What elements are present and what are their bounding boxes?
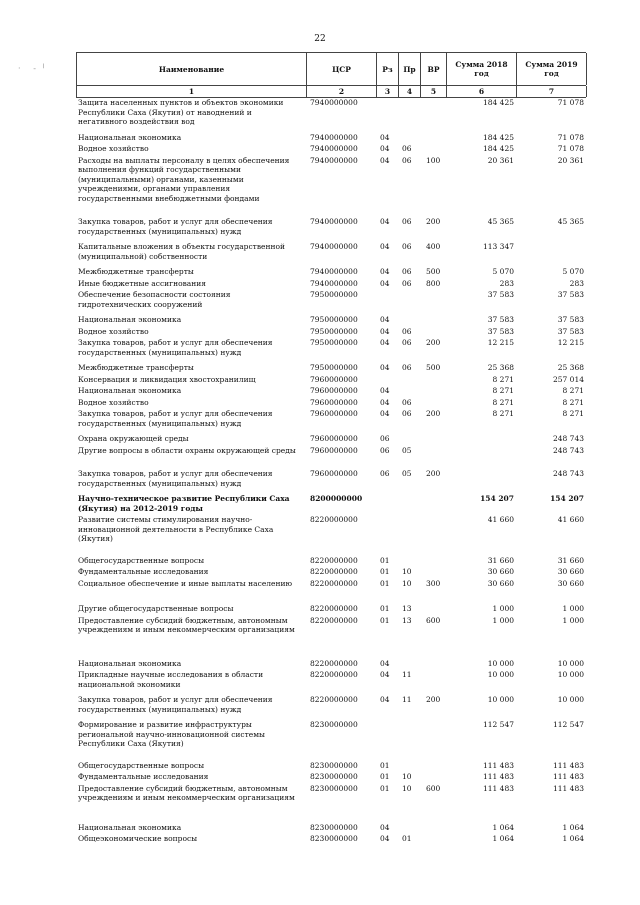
- row-pr: 06: [402, 409, 412, 418]
- table-row: [76, 156, 586, 206]
- row-vr: 300: [426, 578, 441, 588]
- row-sum-2019: 71 078: [557, 144, 584, 153]
- row-csr: 7940000000: [310, 267, 358, 276]
- row-pr: 06: [402, 278, 412, 288]
- row-rz: 04: [380, 338, 390, 347]
- row-sum-2019: 1 000: [562, 615, 584, 625]
- row-vr: 200: [426, 695, 441, 704]
- row-vr: 400: [426, 242, 441, 251]
- row-sum-2018: 111 483: [482, 783, 514, 793]
- row-rz: 01: [380, 783, 390, 793]
- row-csr: 8200000000: [310, 494, 363, 503]
- table-row: [76, 784, 586, 805]
- table-row: [76, 604, 586, 616]
- row-sum-2018: 1 064: [492, 822, 514, 832]
- table-row: [76, 242, 586, 263]
- row-csr: 8220000000: [310, 567, 358, 576]
- row-sum-2018: 1 064: [492, 834, 514, 843]
- row-rz: 04: [380, 315, 390, 324]
- row-csr: 7940000000: [310, 217, 358, 226]
- row-vr: 800: [426, 278, 441, 288]
- row-rz: 01: [380, 772, 390, 781]
- row-name: Формирование и развитие инфраструктуры региональной научно-инновационной системы Республики Саха (Якутия): [78, 720, 266, 748]
- table-row: [76, 469, 586, 490]
- row-rz: 04: [380, 386, 390, 395]
- row-name: Национальная экономика: [78, 658, 182, 668]
- row-sum-2018: 112 547: [482, 720, 514, 729]
- row-sum-2019: 8 271: [562, 386, 584, 395]
- row-csr: 7960000000: [310, 409, 358, 418]
- row-name: Охрана окружающей среды: [78, 434, 189, 443]
- row-sum-2019: 1 000: [562, 604, 584, 613]
- row-name: Водное хозяйство: [78, 326, 149, 336]
- row-sum-2019: 154 207: [550, 494, 584, 503]
- row-rz: 01: [380, 578, 390, 588]
- column-number: 4: [399, 86, 421, 97]
- row-rz: 01: [380, 555, 390, 565]
- row-name: Другие общегосударственные вопросы: [78, 604, 234, 613]
- column-number: 7: [517, 86, 587, 97]
- row-sum-2019: 1 064: [562, 822, 584, 832]
- row-csr: 7940000000: [310, 242, 358, 251]
- row-pr: 06: [402, 338, 412, 347]
- row-csr: 8220000000: [310, 615, 358, 625]
- row-sum-2019: 10 000: [557, 670, 584, 679]
- row-name: Развитие системы стимулирования научно-инновационной деятельности в Республике Саха (Якутия): [78, 515, 274, 543]
- row-csr: 7940000000: [310, 132, 358, 142]
- row-sum-2019: 111 483: [552, 783, 584, 793]
- row-name: Общегосударственные вопросы: [78, 760, 205, 770]
- row-rz: 04: [380, 278, 390, 288]
- row-sum-2019: 111 483: [552, 772, 584, 781]
- row-csr: 7960000000: [310, 397, 358, 407]
- row-sum-2018: 37 583: [487, 315, 514, 324]
- row-name: Национальная экономика: [78, 132, 182, 142]
- row-rz: 04: [380, 132, 390, 142]
- row-sum-2018: 111 483: [482, 772, 514, 781]
- row-sum-2019: 30 660: [557, 578, 584, 588]
- row-name: Фундаментальные исследования: [78, 772, 209, 781]
- row-csr: 7960000000: [310, 434, 358, 443]
- table-row: [76, 409, 586, 430]
- table-row: [76, 659, 586, 671]
- header-vr: ВР: [421, 53, 447, 85]
- row-vr: 200: [426, 469, 441, 478]
- row-name: Межбюджетные трансферты: [78, 267, 194, 276]
- row-csr: 7950000000: [310, 290, 358, 299]
- row-rz: 04: [380, 217, 390, 226]
- table-row: [76, 133, 586, 145]
- row-name: Общеэкономические вопросы: [78, 834, 198, 843]
- row-csr: 8220000000: [310, 578, 358, 588]
- row-pr: 13: [402, 615, 412, 625]
- table-row: [76, 761, 586, 773]
- row-sum-2018: 10 000: [487, 658, 514, 668]
- row-sum-2018: 10 000: [487, 695, 514, 704]
- row-rz: 04: [380, 363, 390, 372]
- row-sum-2019: 248 743: [552, 445, 584, 455]
- row-rz: 04: [380, 695, 390, 704]
- row-name: Социальное обеспечение и иные выплаты населению: [78, 578, 292, 588]
- row-csr: 8220000000: [310, 555, 358, 565]
- row-sum-2019: 248 743: [552, 469, 584, 478]
- row-vr: 200: [426, 409, 441, 418]
- row-sum-2018: 20 361: [487, 155, 514, 165]
- row-rz: 04: [380, 326, 390, 336]
- table-row: [76, 556, 586, 568]
- row-csr: 7940000000: [310, 144, 358, 153]
- row-rz: 01: [380, 760, 390, 770]
- row-sum-2019: 8 271: [562, 409, 584, 418]
- column-number: 5: [421, 86, 447, 97]
- row-pr: 06: [402, 397, 412, 407]
- row-name: Закупка товаров, работ и услуг для обеспечения государственных (муниципальных) нужд: [78, 217, 273, 236]
- row-rz: 04: [380, 242, 390, 251]
- row-pr: 06: [402, 217, 412, 226]
- table-row: [76, 290, 586, 311]
- table-row: [76, 670, 586, 691]
- row-csr: 8230000000: [310, 822, 358, 832]
- row-sum-2019: 12 215: [557, 338, 584, 347]
- table-row: [76, 834, 586, 846]
- row-pr: 06: [402, 267, 412, 276]
- table-row: [76, 823, 586, 835]
- row-name: Закупка товаров, работ и услуг для обеспечения государственных (муниципальных) нужд: [78, 409, 273, 428]
- row-name: Водное хозяйство: [78, 397, 149, 407]
- table-row: [76, 720, 586, 751]
- table-row: [76, 363, 586, 375]
- row-rz: 04: [380, 267, 390, 276]
- row-csr: 8230000000: [310, 720, 358, 729]
- row-pr: 06: [402, 144, 412, 153]
- header-rz: Рз: [377, 53, 399, 85]
- header-pr: Пр: [399, 53, 421, 85]
- row-csr: 8220000000: [310, 658, 358, 668]
- page-number: 22: [314, 34, 326, 44]
- row-csr: 8220000000: [310, 670, 358, 679]
- row-sum-2018: 10 000: [487, 670, 514, 679]
- row-vr: 600: [426, 615, 441, 625]
- row-csr: 7940000000: [310, 155, 358, 165]
- row-sum-2018: 184 425: [482, 144, 514, 153]
- row-sum-2018: 113 347: [482, 242, 514, 251]
- row-csr: 7960000000: [310, 445, 358, 455]
- row-name: Закупка товаров, работ и услуг для обеспечения государственных (муниципальных) нужд: [78, 469, 273, 488]
- row-name: Фундаментальные исследования: [78, 567, 209, 576]
- table-row: [76, 398, 586, 410]
- row-name: Общегосударственные вопросы: [78, 555, 205, 565]
- row-rz: 06: [380, 445, 390, 455]
- row-pr: 05: [402, 469, 412, 478]
- header-sum-2019: Сумма 2019 год: [517, 53, 587, 85]
- table-row: [76, 616, 586, 637]
- row-name: Водное хозяйство: [78, 144, 149, 153]
- row-csr: 8230000000: [310, 783, 358, 793]
- row-csr: 8230000000: [310, 760, 358, 770]
- table-row: [76, 434, 586, 446]
- column-number: 3: [377, 86, 399, 97]
- table-row: [76, 98, 586, 129]
- row-sum-2018: 8 271: [492, 386, 514, 395]
- table-row: [76, 567, 586, 579]
- row-pr: 05: [402, 445, 412, 455]
- column-number: 2: [307, 86, 377, 97]
- row-rz: 04: [380, 397, 390, 407]
- column-number: 1: [77, 86, 307, 97]
- row-sum-2018: 12 215: [487, 338, 514, 347]
- row-sum-2018: 283: [499, 278, 514, 288]
- header-name: Наименование: [77, 53, 307, 85]
- row-vr: 600: [426, 783, 441, 793]
- budget-table: [76, 52, 586, 846]
- row-sum-2018: 41 660: [487, 515, 514, 524]
- row-csr: 8220000000: [310, 604, 358, 613]
- row-name: Национальная экономика: [78, 386, 182, 395]
- row-csr: 7940000000: [310, 278, 358, 288]
- table-row: [76, 267, 586, 279]
- row-rz: 04: [380, 670, 390, 679]
- row-csr: 7950000000: [310, 326, 358, 336]
- row-name: Защита населенных пунктов и объектов экономики Республики Саха (Якутия) от наводнений и негативного воздействия вод: [78, 98, 284, 126]
- row-pr: 06: [402, 242, 412, 251]
- row-sum-2019: 31 660: [557, 555, 584, 565]
- row-sum-2018: 154 207: [480, 494, 514, 503]
- column-number: 6: [447, 86, 517, 97]
- row-sum-2019: 112 547: [552, 720, 584, 729]
- table-row: [76, 772, 586, 784]
- row-sum-2019: 111 483: [552, 760, 584, 770]
- row-sum-2019: 1 064: [562, 834, 584, 843]
- row-csr: 8220000000: [310, 515, 358, 524]
- table-row: [76, 315, 586, 327]
- row-csr: 7950000000: [310, 363, 358, 372]
- row-name: Предоставление субсидий бюджетным, автономным учреждениям и иным некоммерческим организациям: [78, 615, 295, 634]
- table-row: [76, 515, 586, 546]
- row-sum-2019: 45 365: [557, 217, 584, 226]
- row-sum-2018: 37 583: [487, 326, 514, 336]
- row-rz: 06: [380, 469, 390, 478]
- table-row: [76, 144, 586, 156]
- row-pr: 06: [402, 326, 412, 336]
- row-sum-2019: 71 078: [557, 132, 584, 142]
- row-pr: 11: [402, 670, 412, 679]
- row-pr: 06: [402, 363, 412, 372]
- row-name: Межбюджетные трансферты: [78, 363, 194, 372]
- row-pr: 13: [402, 604, 412, 613]
- row-rz: 04: [380, 658, 390, 668]
- row-sum-2019: 5 070: [562, 267, 584, 276]
- row-sum-2019: 37 583: [557, 315, 584, 324]
- table-row: [76, 375, 586, 387]
- row-sum-2019: 283: [569, 278, 584, 288]
- row-sum-2018: 8 271: [492, 409, 514, 418]
- row-pr: 01: [402, 834, 412, 843]
- row-vr: 500: [426, 267, 441, 276]
- row-rz: 06: [380, 434, 390, 443]
- row-csr: 7940000000: [310, 98, 358, 107]
- row-csr: 8230000000: [310, 772, 358, 781]
- table-body: [76, 98, 586, 846]
- row-sum-2019: 257 014: [552, 374, 584, 384]
- row-sum-2018: 8 271: [492, 397, 514, 407]
- row-name: Национальная экономика: [78, 315, 182, 324]
- row-pr: 10: [402, 783, 412, 793]
- row-sum-2018: 1 000: [492, 615, 514, 625]
- row-rz: 04: [380, 409, 390, 418]
- row-csr: 8230000000: [310, 834, 358, 843]
- row-name: Национальная экономика: [78, 822, 182, 832]
- row-csr: 8220000000: [310, 695, 358, 704]
- row-sum-2018: 45 365: [487, 217, 514, 226]
- row-pr: 06: [402, 155, 412, 165]
- row-csr: 7950000000: [310, 338, 358, 347]
- row-name: Предоставление субсидий бюджетным, автономным учреждениям и иным некоммерческим организациям: [78, 783, 295, 802]
- row-rz: 04: [380, 155, 390, 165]
- row-rz: 04: [380, 144, 390, 153]
- row-sum-2018: 184 425: [482, 98, 514, 107]
- row-vr: 100: [426, 155, 441, 165]
- row-sum-2018: 30 660: [487, 578, 514, 588]
- row-sum-2018: 1 000: [492, 604, 514, 613]
- table-row: [76, 386, 586, 398]
- row-pr: 10: [402, 578, 412, 588]
- column-numbers: [76, 86, 586, 98]
- row-name: Консервация и ликвидация хвостохранилищ: [78, 374, 256, 384]
- row-name: Научно-техническое развитие Республики Саха (Якутия) на 2012-2019 годы: [78, 494, 290, 513]
- table-row: [76, 446, 586, 458]
- row-sum-2018: 111 483: [482, 760, 514, 770]
- row-sum-2018: 5 070: [492, 267, 514, 276]
- row-name: Другие вопросы в области охраны окружающей среды: [78, 445, 296, 455]
- row-sum-2019: 41 660: [557, 515, 584, 524]
- row-pr: 11: [402, 695, 412, 704]
- table-header: [76, 52, 586, 86]
- row-name: Прикладные научные исследования в области национальной экономики: [78, 670, 264, 689]
- table-row: [76, 579, 586, 591]
- row-name: Капитальные вложения в объекты государственной (муниципальной) собственности: [78, 242, 285, 261]
- row-name: Закупка товаров, работ и услуг для обеспечения государственных (муниципальных) нужд: [78, 338, 273, 357]
- header-sum-2018: Сумма 2018 год: [447, 53, 517, 85]
- row-sum-2019: 8 271: [562, 397, 584, 407]
- row-csr: 7960000000: [310, 469, 358, 478]
- row-rz: 01: [380, 604, 390, 613]
- header-csr: ЦСР: [307, 53, 377, 85]
- table-row: [76, 695, 586, 716]
- row-rz: 01: [380, 615, 390, 625]
- row-pr: 10: [402, 567, 412, 576]
- row-vr: 200: [426, 338, 441, 347]
- row-sum-2019: 20 361: [557, 155, 584, 165]
- row-vr: 500: [426, 363, 441, 372]
- row-name: Иные бюджетные ассигнования: [78, 278, 207, 288]
- row-sum-2019: 248 743: [552, 434, 584, 443]
- row-sum-2019: 30 660: [557, 567, 584, 576]
- row-sum-2018: 8 271: [492, 374, 514, 384]
- row-rz: 01: [380, 567, 390, 576]
- row-rz: 04: [380, 822, 390, 832]
- scan-mark: · - ╵: [18, 64, 46, 73]
- row-sum-2018: 25 368: [487, 363, 514, 372]
- row-csr: 7960000000: [310, 374, 358, 384]
- row-sum-2019: 71 078: [557, 98, 584, 107]
- row-name: Закупка товаров, работ и услуг для обеспечения государственных (муниципальных) нужд: [78, 695, 273, 714]
- row-sum-2019: 25 368: [557, 363, 584, 372]
- row-name: Расходы на выплаты персоналу в целях обеспечения выполнения функций государственными (муниципальными) органами, казенными учреждениями, органами управления государственными внебюджетными фондами: [78, 155, 290, 203]
- row-sum-2018: 31 660: [487, 555, 514, 565]
- row-sum-2018: 184 425: [482, 132, 514, 142]
- row-sum-2019: 37 583: [557, 326, 584, 336]
- row-csr: 7950000000: [310, 315, 358, 324]
- table-row: [76, 327, 586, 339]
- table-row: [76, 279, 586, 291]
- row-sum-2019: 37 583: [557, 290, 584, 299]
- row-sum-2019: 10 000: [557, 695, 584, 704]
- row-sum-2018: 30 660: [487, 567, 514, 576]
- table-row: [76, 494, 586, 515]
- row-sum-2019: 10 000: [557, 658, 584, 668]
- table-row: [76, 217, 586, 238]
- row-pr: 10: [402, 772, 412, 781]
- row-name: Обеспечение безопасности состояния гидротехнических сооружений: [78, 290, 231, 309]
- table-row: [76, 338, 586, 359]
- row-rz: 04: [380, 834, 390, 843]
- row-vr: 200: [426, 217, 441, 226]
- row-sum-2018: 37 583: [487, 290, 514, 299]
- row-csr: 7960000000: [310, 386, 358, 395]
